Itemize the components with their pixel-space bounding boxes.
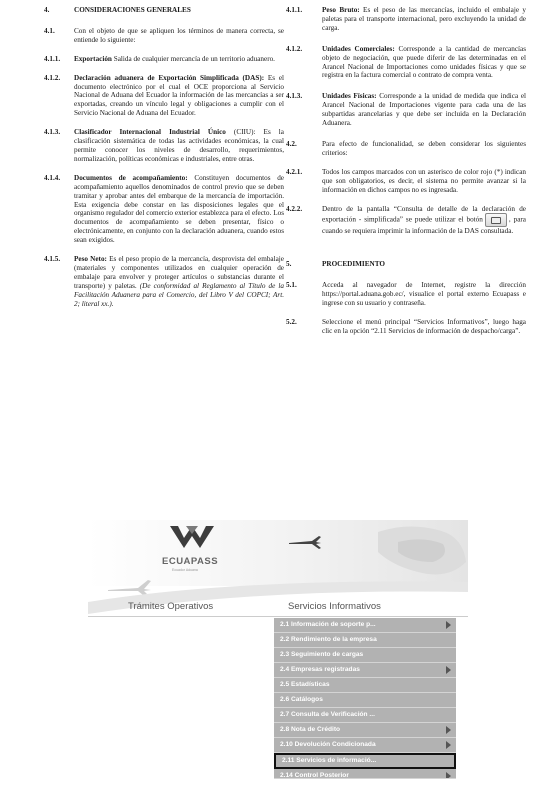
- tab-divider: [88, 616, 468, 617]
- paragraph-item: [286, 92, 526, 128]
- paragraph-item: [44, 255, 284, 308]
- paragraph-body: [322, 6, 526, 33]
- paragraph-text: Es el documento electrónico por el cual el OCE proporciona al Servicio Nacional de Aduana del Ecuador la información de las mercancías a ser exportadas, creando un vínculo legal y obligaciones a cumplir con el Servicio Nacional de Aduana del Ecuador.: [74, 73, 285, 118]
- paragraph-text: Para efecto de funcionalidad, se deben considerar los siguientes criterios:: [322, 139, 526, 157]
- paragraph-body: [74, 255, 284, 308]
- paragraph-citation: (De conformidad al Reglamento al Título de la Facilitación Aduanera para el Comercio, del Libro V del COPCI; Art. 2; literal xx.).: [74, 281, 284, 308]
- menu-item[interactable]: [274, 663, 456, 678]
- menu-item-label: 2.1 Información de soporte p...: [280, 621, 376, 628]
- submenu-arrow-icon: [446, 666, 451, 674]
- menu-item[interactable]: [274, 648, 456, 663]
- paragraph-term: Exportación: [74, 54, 112, 63]
- paragraph-text: Corresponde a la cantidad de mercancías objeto de negociación, que puede diferir de las determinadas en el Arancel Nacional de Importaciones como unidades físicas y que se registra en la factura comercial o contrato de compra venta.: [322, 44, 526, 80]
- paragraph-term: Unidades Comerciales:: [322, 44, 395, 53]
- paragraph-number: 4.: [44, 6, 50, 14]
- right-column: [286, 6, 526, 336]
- menu-item-label: 2.14 Control Posterior: [280, 772, 349, 779]
- menu-item-label: 2.6 Catálogos: [280, 696, 323, 703]
- paragraph-item: [44, 55, 284, 64]
- paragraph-item: [286, 6, 526, 33]
- menu-item-label: 2.11 Servicios de informació...: [282, 757, 377, 764]
- paragraph-body: [74, 128, 284, 164]
- paragraph-body: [322, 45, 526, 81]
- tab-tramites-operativos[interactable]: Trámites Operativos: [128, 601, 214, 612]
- paragraph-number: 4.1.1.: [44, 54, 61, 63]
- servicios-informativos-menu: [274, 618, 456, 779]
- menu-item[interactable]: [274, 693, 456, 708]
- ecuapass-logo-subtext: Ecuador Aduana: [172, 568, 198, 572]
- paragraph-number: 4.2.1.: [286, 167, 303, 176]
- paragraph-item: [44, 74, 284, 119]
- paragraph-body: [74, 174, 284, 245]
- paragraph-text: Seleccione el menú principal “Servicios Informativos”, luego haga clic en la opción “2.11 Servicios de información de despacho/carga”.: [322, 317, 526, 335]
- paragraph-number: 5.: [286, 260, 292, 269]
- paragraph-number: 4.1.3.: [44, 128, 61, 137]
- paragraph-body: [74, 27, 284, 45]
- submenu-arrow-icon: [446, 772, 451, 779]
- menu-item-label: 2.10 Devolución Condicionada: [280, 741, 376, 748]
- paragraph-item: [286, 281, 526, 308]
- paragraph-item: [286, 168, 526, 195]
- paragraph-body: [322, 168, 526, 195]
- paragraph-item: [44, 6, 284, 15]
- paragraph-text: Constituyen documentos de acompañamiento aquellos denominados de control previo que se deben tramitar y aprobar antes del embarque de la mercancía de importación. Esta exigencia debe constar en las disposiciones legales que el organismo regulador del comercio exterior establezca para el efecto. Los documentos de acompañamiento se deben presentar, físico o electrónicamente, en conjunto con la declaración aduanera, cuando estos sean exigidos.: [74, 173, 284, 245]
- menu-item-label: 2.7 Consulta de Verificación ...: [280, 711, 375, 718]
- paragraph-body: [322, 260, 526, 269]
- paragraph-text: Es el peso de las mercancías, incluido el embalaje y paletas para el transporte internacional, pero excluyendo la unidad de carga.: [322, 6, 526, 32]
- submenu-arrow-icon: [446, 621, 451, 629]
- ecuapass-screenshot: [88, 520, 468, 782]
- print-button[interactable]: [485, 213, 507, 227]
- paragraph-number: 4.1.4.: [44, 173, 61, 182]
- menu-item[interactable]: [274, 708, 456, 723]
- paragraph-term: Documentos de acompañamiento:: [74, 173, 188, 182]
- paragraph-number: 4.1.2.: [44, 73, 61, 82]
- paragraph-item: [286, 205, 526, 237]
- paragraph-number: 4.2.: [286, 139, 297, 148]
- paragraph-body: [74, 6, 284, 15]
- paragraph-number: 4.2.2.: [286, 204, 303, 213]
- tab-servicios-informativos[interactable]: Servicios Informativos: [288, 601, 381, 612]
- menu-item[interactable]: [274, 769, 456, 779]
- paragraph-text: Corresponde a la unidad de medida que indica el Arancel Nacional de Importaciones vigente para cada una de las subpartidas arancelarias y que debe ser incluida en la Declaración Aduanera.: [322, 92, 527, 128]
- ecuapass-logo-icon: [166, 522, 218, 552]
- paragraph-term: Declaración aduanera de Exportación Simplificada (DAS):: [74, 73, 265, 82]
- menu-item[interactable]: [274, 723, 456, 738]
- paragraph-number: 4.1.: [44, 26, 55, 35]
- printer-icon: [491, 217, 501, 224]
- paragraph-item: [286, 260, 526, 269]
- menu-item-label: 2.3 Seguimiento de cargas: [280, 651, 364, 658]
- paragraph-term: Clasificador Internacional Industrial Único: [74, 128, 226, 137]
- paragraph-item: [44, 174, 284, 245]
- paragraph-text: Salida de cualquier mercancía de un territorio aduanero.: [111, 54, 275, 63]
- paragraph-item: [286, 140, 526, 158]
- paragraph-text: Todos los campos marcados con un asterisco de color rojo (*) indican que son obligatorios, es decir, el sistema no permite avanzar si la información en dichos campos no es ingresada.: [322, 167, 526, 194]
- paragraph-text: CONSIDERACIONES GENERALES: [74, 6, 191, 14]
- paragraph-text: PROCEDIMIENTO: [322, 260, 385, 269]
- left-column: [44, 6, 284, 308]
- paragraph-number: 4.1.1.: [286, 6, 303, 14]
- menu-item-label: 2.8 Nota de Crédito: [280, 726, 341, 733]
- paragraph-item: [44, 27, 284, 45]
- paragraph-number: 4.1.3.: [286, 92, 303, 101]
- paragraph-body: [74, 74, 284, 119]
- paragraph-item: [286, 318, 526, 336]
- paragraph-number: 5.2.: [286, 317, 297, 326]
- menu-item-label: 2.5 Estadísticas: [280, 681, 330, 688]
- paragraph-term: Peso Bruto:: [322, 6, 360, 14]
- paragraph-text: Es el peso propio de la mercancía, desprovista del embalaje (materiales y componentes utilizados en cualquier operación de embalaje para envolver y proteger artículos o substancias durante el transporte) y paletas.: [74, 255, 284, 290]
- submenu-arrow-icon: [446, 741, 451, 749]
- menu-item[interactable]: [274, 753, 456, 769]
- paragraph-text: Acceda al navegador de Internet, registre la dirección https://portal.aduana.gob.ec/, visualice el portal externo Ecuapass e ingrese con su usuario y contraseña.: [322, 281, 526, 308]
- paragraph-body: [322, 92, 526, 128]
- paragraph-text: (CIIU): Es la clasificación sistemática de todas las actividades económicas, la cual permite conocer los niveles de desarrollo, requerimientos, normalización, políticas económicas e industriales, entre otras.: [74, 128, 284, 163]
- ecuapass-logo-text: ECUAPASS: [162, 556, 219, 567]
- paragraph-body: [322, 205, 526, 237]
- menu-item[interactable]: [274, 633, 456, 648]
- paragraph-item: [286, 45, 526, 81]
- paragraph-body: [322, 281, 526, 308]
- menu-item[interactable]: [274, 738, 456, 753]
- submenu-arrow-icon: [446, 726, 451, 734]
- menu-item[interactable]: [274, 618, 456, 633]
- paragraph-number: 5.1.: [286, 281, 297, 290]
- paragraph-body: [322, 318, 526, 336]
- paragraph-term: Unidades Físicas:: [322, 92, 377, 101]
- main-tabs: [88, 598, 468, 616]
- paragraph-term: Peso Neto:: [74, 255, 107, 264]
- menu-item-label: 2.4 Empresas registradas: [280, 666, 360, 673]
- paragraph-text: Dentro de la pantalla “Consulta de detalle de la declaración de exportación - simplificada” se puede utilizar el botón: [322, 204, 526, 225]
- paragraph-number: 4.1.5.: [44, 255, 61, 264]
- menu-item[interactable]: [274, 678, 456, 693]
- airplane-icon: [288, 534, 322, 550]
- menu-item-label: 2.2 Rendimiento de la empresa: [280, 636, 377, 643]
- paragraph-number: 4.1.2.: [286, 44, 303, 53]
- paragraph-text: Con el objeto de que se apliquen los términos de manera correcta, se entiende lo siguiente:: [74, 26, 284, 44]
- paragraph-body: [322, 140, 526, 158]
- paragraph-body: [74, 55, 284, 64]
- paragraph-item: [44, 128, 284, 164]
- paragraph-text: , para cuando se requiera imprimir la información de la DAS consultada.: [322, 216, 526, 236]
